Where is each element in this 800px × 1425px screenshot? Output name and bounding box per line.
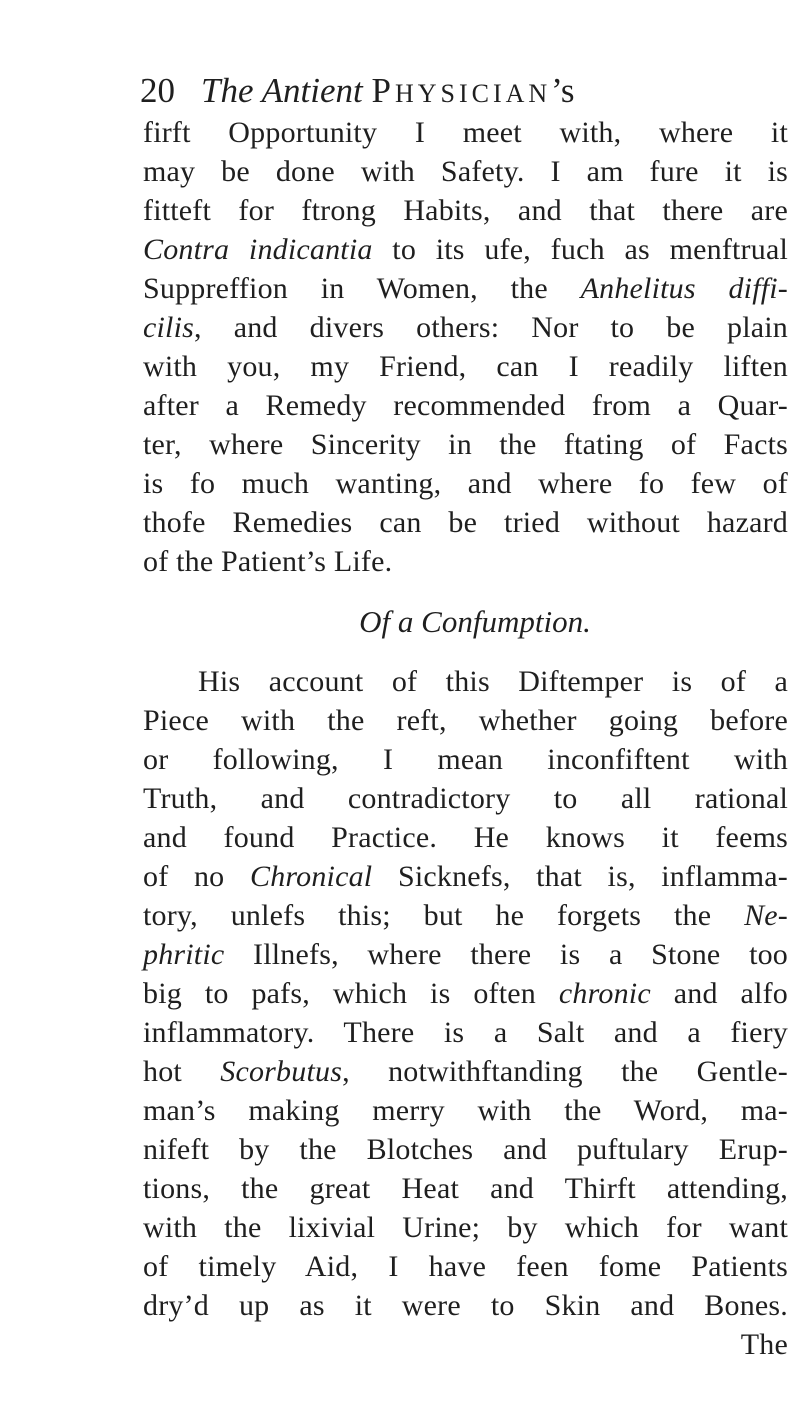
latin-term: Anhelitus diffi- — [580, 272, 788, 305]
paragraph-1 — [143, 113, 788, 581]
text-line: or following, I mean inconfiftent with — [143, 743, 788, 776]
text-line: man’s making merry with the Word, ma- — [143, 1094, 788, 1127]
text-line: of timely Aid, I have feen fome Patients — [143, 1250, 788, 1283]
emphasis-term: Scorbutus — [220, 1055, 343, 1088]
text-line: dry’d up as it were to Skin and Bones. — [143, 1289, 788, 1322]
paragraph-2 — [143, 662, 788, 1364]
text-line: with you, my Friend, can I readily liften — [143, 350, 788, 383]
header-title-small-caps: HYSICIAN — [394, 79, 552, 108]
text-line: thofe Remedies can be tried without hazard — [143, 506, 788, 539]
emphasis-term: Chronical — [249, 860, 373, 893]
text-line: firft Opportunity I meet with, where it — [143, 116, 788, 149]
header-title-suffix: ’s — [551, 71, 575, 110]
text-line: ter, where Sincerity in the ftating of Facts — [143, 428, 788, 461]
text-line: of the Patient’s Life. — [143, 545, 393, 578]
text-line: with the lixivial Urine; by which for want — [143, 1211, 788, 1244]
text-line: tory, unlefs this; but he forgets the Ne- — [143, 899, 788, 932]
section-heading: Of a Confumption. — [359, 604, 591, 639]
header-title-italic: The Antient — [201, 71, 363, 110]
catchword: The — [740, 1328, 788, 1361]
text-line: may be done with Safety. I am fure it is — [143, 155, 788, 188]
emphasis-term: phritic — [143, 938, 225, 971]
emphasis-term: Ne- — [744, 899, 788, 932]
text-line: after a Remedy recommended from a Quar- — [143, 389, 788, 422]
header-title-caps: P — [371, 71, 395, 110]
latin-term: cilis — [143, 311, 194, 344]
emphasis-term: chronic — [558, 977, 651, 1010]
running-header — [140, 70, 575, 115]
text-line: fitteft for ftrong Habits, and that there are — [143, 194, 788, 227]
text-line: Suppreffion in Women, the Anhelitus diffi- — [143, 272, 788, 305]
text-line: phritic Illnefs, where there is a Stone too — [143, 938, 788, 971]
text-line: of no Chronical Sicknefs, that is, inflamma- — [143, 860, 788, 893]
page-number: 20 — [140, 71, 175, 110]
text-line: inflammatory. There is a Salt and a fiery — [143, 1016, 788, 1049]
latin-term: Contra indicantia — [143, 233, 373, 266]
text-line: big to pafs, which is often chronic and alfo — [143, 977, 788, 1010]
text-line: cilis, and divers others: Nor to be plain — [143, 311, 788, 344]
text-line: Truth, and contradictory to all rational — [143, 782, 788, 815]
text-line: nifeft by the Blotches and puftulary Erup- — [143, 1133, 788, 1166]
text-line: is fo much wanting, and where fo few of — [143, 467, 788, 500]
text-line: Piece with the reft, whether going before — [143, 704, 788, 737]
text-line: His account of this Diftemper is of a — [198, 665, 788, 698]
text-line: and found Practice. He knows it feems — [143, 821, 788, 854]
text-line: hot Scorbutus, notwithftanding the Gentle- — [143, 1055, 788, 1088]
text-line: Contra indicantia to its ufe, fuch as menftrual — [143, 233, 788, 266]
text-line: tions, the great Heat and Thirft attending, — [143, 1172, 788, 1205]
